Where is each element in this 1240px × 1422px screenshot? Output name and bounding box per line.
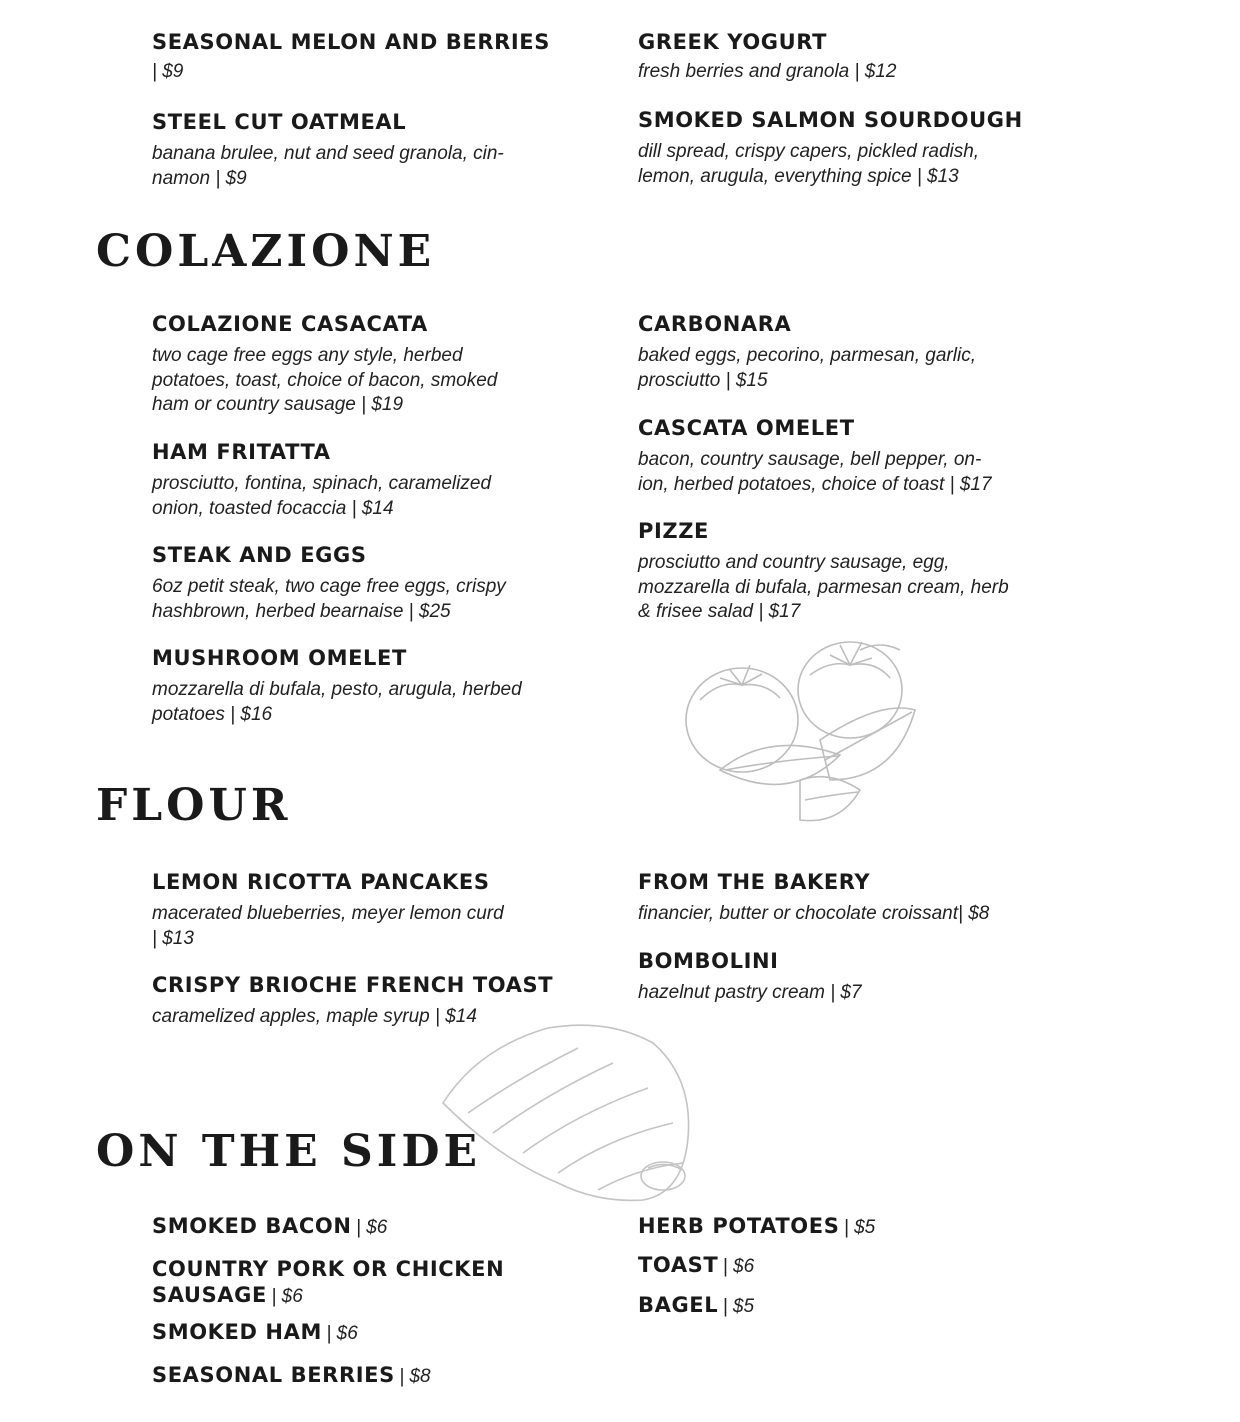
menu-item: [638, 416, 1078, 497]
item-description: macerated blueberries, meyer lemon curd | $13: [152, 903, 504, 949]
item-name: STEAK AND EGGS: [152, 543, 367, 567]
item-name: SEASONAL BERRIES: [152, 1363, 395, 1387]
item-price: | $6: [271, 1286, 303, 1307]
item-price: | $8: [399, 1366, 431, 1387]
item-name: LEMON RICOTTA PANCAKES: [152, 870, 490, 894]
item-description: two cage free eggs any style, herbed potatoes, toast, choice of bacon, smoked ham or country sausage | $19: [152, 345, 498, 415]
item-name: CARBONARA: [638, 312, 792, 336]
item-name: GREEK YOGURT: [638, 30, 828, 54]
section-heading-colazione: COLAZIONE: [96, 226, 436, 277]
item-description: hazelnut pastry cream | $7: [638, 982, 862, 1003]
item-description: bacon, country sausage, bell pepper, on- ion, herbed potatoes, choice of toast | $17: [638, 449, 992, 495]
item-description: prosciutto and country sausage, egg, mozzarella di bufala, parmesan cream, herb & frisee salad | $17: [638, 552, 1009, 622]
menu-item: [152, 973, 592, 1030]
side-item: [152, 1320, 582, 1346]
tomato-basil-illustration: [680, 630, 925, 830]
menu-item: [152, 110, 592, 191]
menu-item: [152, 312, 592, 418]
item-name: SEASONAL MELON AND BERRIES: [152, 30, 550, 54]
side-item: [152, 1363, 582, 1389]
item-name: SMOKED HAM: [152, 1320, 322, 1344]
menu-item: [638, 949, 1078, 1006]
item-name: TOAST: [638, 1253, 719, 1277]
item-name: CASCATA OMELET: [638, 416, 855, 440]
menu-item: [638, 870, 1078, 927]
item-price: | $5: [843, 1217, 876, 1238]
item-price: | $6: [722, 1256, 755, 1277]
item-name: BAGEL: [638, 1293, 719, 1317]
menu-item: [638, 312, 1078, 393]
item-description: banana brulee, nut and seed granola, cin- namon | $9: [152, 143, 504, 189]
section-heading-flour: FLOUR: [96, 780, 292, 831]
item-description: 6oz petit steak, two cage free eggs, crispy hashbrown, herbed bearnaise | $25: [152, 576, 506, 622]
item-price: | $6: [326, 1323, 358, 1344]
side-item: [638, 1253, 1068, 1279]
item-name: SMOKED BACON: [152, 1214, 352, 1238]
item-name: PIZZE: [638, 519, 710, 543]
item-price: | $5: [722, 1296, 755, 1317]
item-name: HERB POTATOES: [638, 1214, 840, 1238]
item-name: STEEL CUT OATMEAL: [152, 110, 407, 134]
item-name: FROM THE BAKERY: [638, 870, 871, 894]
menu-item: [638, 108, 1078, 189]
menu-item: [152, 440, 592, 521]
item-description: dill spread, crispy capers, pickled radish, lemon, arugula, everything spice | $13: [638, 141, 980, 187]
item-description: fresh berries and granola | $12: [638, 61, 897, 82]
item-name: COUNTRY PORK OR CHICKEN SAUSAGE: [152, 1257, 505, 1307]
item-name: MUSHROOM OMELET: [152, 646, 407, 670]
menu-item: [152, 30, 592, 85]
item-name: COLAZIONE CASACATA: [152, 312, 428, 336]
side-item: [152, 1257, 582, 1309]
menu-item: [152, 646, 592, 727]
item-name: CRISPY BRIOCHE FRENCH TOAST: [152, 973, 554, 997]
menu-item: [638, 519, 1078, 625]
side-item: [638, 1214, 1068, 1240]
item-price: | $6: [356, 1217, 388, 1238]
side-item: [152, 1214, 582, 1240]
item-description: baked eggs, pecorino, parmesan, garlic, prosciutto | $15: [638, 345, 976, 391]
item-name: BOMBOLINI: [638, 949, 779, 973]
item-description: mozzarella di bufala, pesto, arugula, herbed potatoes | $16: [152, 679, 522, 725]
section-heading-on-the-side: ON THE SIDE: [96, 1126, 482, 1177]
item-description: prosciutto, fontina, spinach, caramelized onion, toasted focaccia | $14: [152, 473, 492, 519]
side-item: [638, 1293, 1068, 1319]
menu-item: [152, 870, 592, 951]
item-description: caramelized apples, maple syrup | $14: [152, 1006, 477, 1027]
item-description: | $9: [152, 61, 184, 82]
item-description: financier, butter or chocolate croissant| $8: [638, 903, 990, 924]
item-name: SMOKED SALMON SOURDOUGH: [638, 108, 1023, 132]
item-name: HAM FRITATTA: [152, 440, 331, 464]
menu-item: [152, 543, 592, 624]
menu-item: [638, 30, 1078, 85]
